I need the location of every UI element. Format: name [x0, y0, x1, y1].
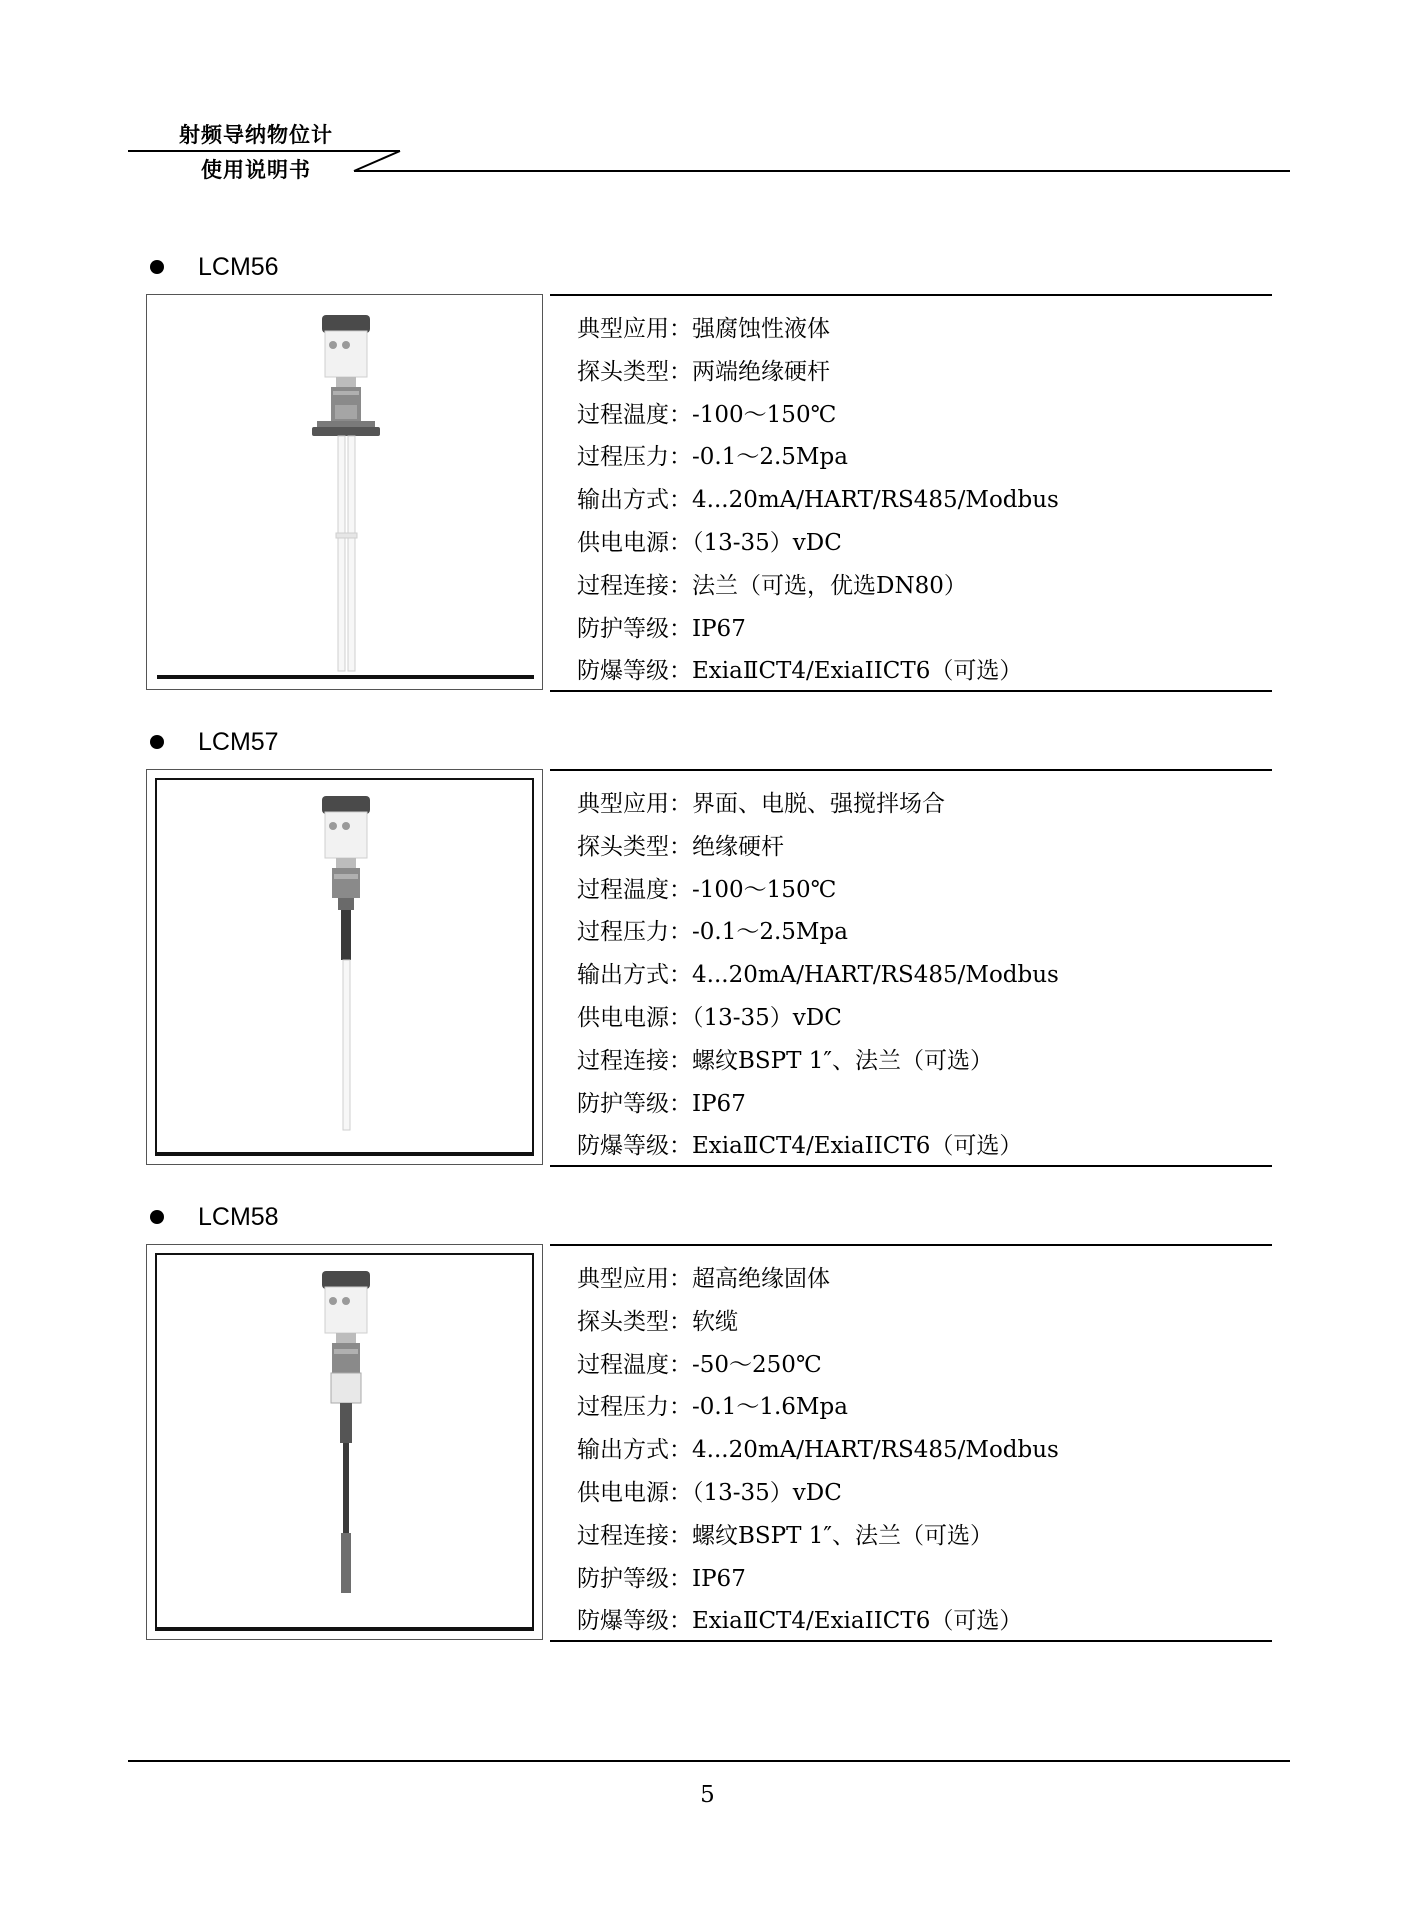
spec-application: 典型应用：强腐蚀性液体 — [577, 316, 830, 342]
product-lcm56 — [0, 252, 1415, 692]
spec-protection: 防护等级：IP67 — [577, 1565, 746, 1592]
spec-probe-type: 探头类型：两端绝缘硬杆 — [577, 358, 830, 385]
spec-protection: 防护等级：IP67 — [577, 615, 746, 642]
spec-output: 输出方式：4...20mA/HART/RS485/Modbus — [577, 962, 1059, 989]
spec-output: 输出方式：4...20mA/HART/RS485/Modbus — [577, 1437, 1059, 1464]
level-gauge-rod-flange-icon — [147, 295, 544, 691]
model-name: LCM58 — [198, 1202, 279, 1231]
spec-explosion-proof: 防爆等级：ExiaⅡCT4/ExiaIICT6（可选） — [577, 658, 1023, 685]
image-frame-bottom-bar — [157, 675, 534, 679]
spec-table — [550, 1244, 1272, 1642]
spec-output: 输出方式：4...20mA/HART/RS485/Modbus — [577, 487, 1059, 514]
spec-pressure: 过程压力：-0.1～2.5Mpa — [577, 919, 848, 946]
spec-protection: 防护等级：IP67 — [577, 1090, 746, 1117]
spec-probe-type: 探头类型：绝缘硬杆 — [577, 833, 784, 860]
spec-power: 供电电源：（13-35）vDC — [577, 1004, 842, 1031]
spec-table — [550, 769, 1272, 1167]
model-name: LCM57 — [198, 727, 279, 756]
level-gauge-cable-probe-icon — [147, 1245, 544, 1641]
document-title: 射频导纳物位计 — [179, 123, 333, 147]
model-name: LCM56 — [198, 252, 279, 281]
spec-explosion-proof: 防爆等级：ExiaⅡCT4/ExiaIICT6（可选） — [577, 1133, 1023, 1160]
product-image-frame — [146, 1244, 543, 1640]
spec-temperature: 过程温度：-100～150℃ — [577, 401, 837, 428]
document-subtitle: 使用说明书 — [201, 158, 311, 182]
product-heading — [150, 727, 279, 757]
bullet-icon — [150, 260, 164, 274]
spec-connection: 过程连接：螺纹BSPT 1″、法兰（可选） — [577, 1047, 994, 1074]
spec-application: 典型应用：超高绝缘固体 — [577, 1266, 830, 1292]
footer-rule — [128, 1760, 1290, 1762]
header-rule-long — [354, 170, 1290, 172]
level-gauge-insulated-rod-icon — [147, 770, 544, 1166]
spec-temperature: 过程温度：-100～150℃ — [577, 876, 837, 903]
product-heading — [150, 252, 279, 282]
spec-pressure: 过程压力：-0.1～2.5Mpa — [577, 444, 848, 471]
spec-explosion-proof: 防爆等级：ExiaⅡCT4/ExiaIICT6（可选） — [577, 1608, 1023, 1635]
product-heading — [150, 1202, 279, 1232]
spec-pressure: 过程压力：-0.1～1.6Mpa — [577, 1394, 848, 1421]
bullet-icon — [150, 735, 164, 749]
bullet-icon — [150, 1210, 164, 1224]
spec-temperature: 过程温度：-50～250℃ — [577, 1351, 822, 1378]
spec-application: 典型应用：界面、电脱、强搅拌场合 — [577, 791, 945, 817]
spec-probe-type: 探头类型：软缆 — [577, 1308, 738, 1335]
product-image-frame — [146, 294, 543, 690]
spec-connection: 过程连接：螺纹BSPT 1″、法兰（可选） — [577, 1522, 994, 1549]
spec-power: 供电电源：（13-35）vDC — [577, 529, 842, 556]
page-number: 5 — [700, 1782, 715, 1808]
spec-table — [550, 294, 1272, 692]
spec-connection: 过程连接：法兰（可选，优选DN80） — [577, 572, 967, 599]
product-lcm58 — [0, 1202, 1415, 1642]
product-lcm57 — [0, 727, 1415, 1167]
spec-power: 供电电源：（13-35）vDC — [577, 1479, 842, 1506]
product-image-frame — [146, 769, 543, 1165]
